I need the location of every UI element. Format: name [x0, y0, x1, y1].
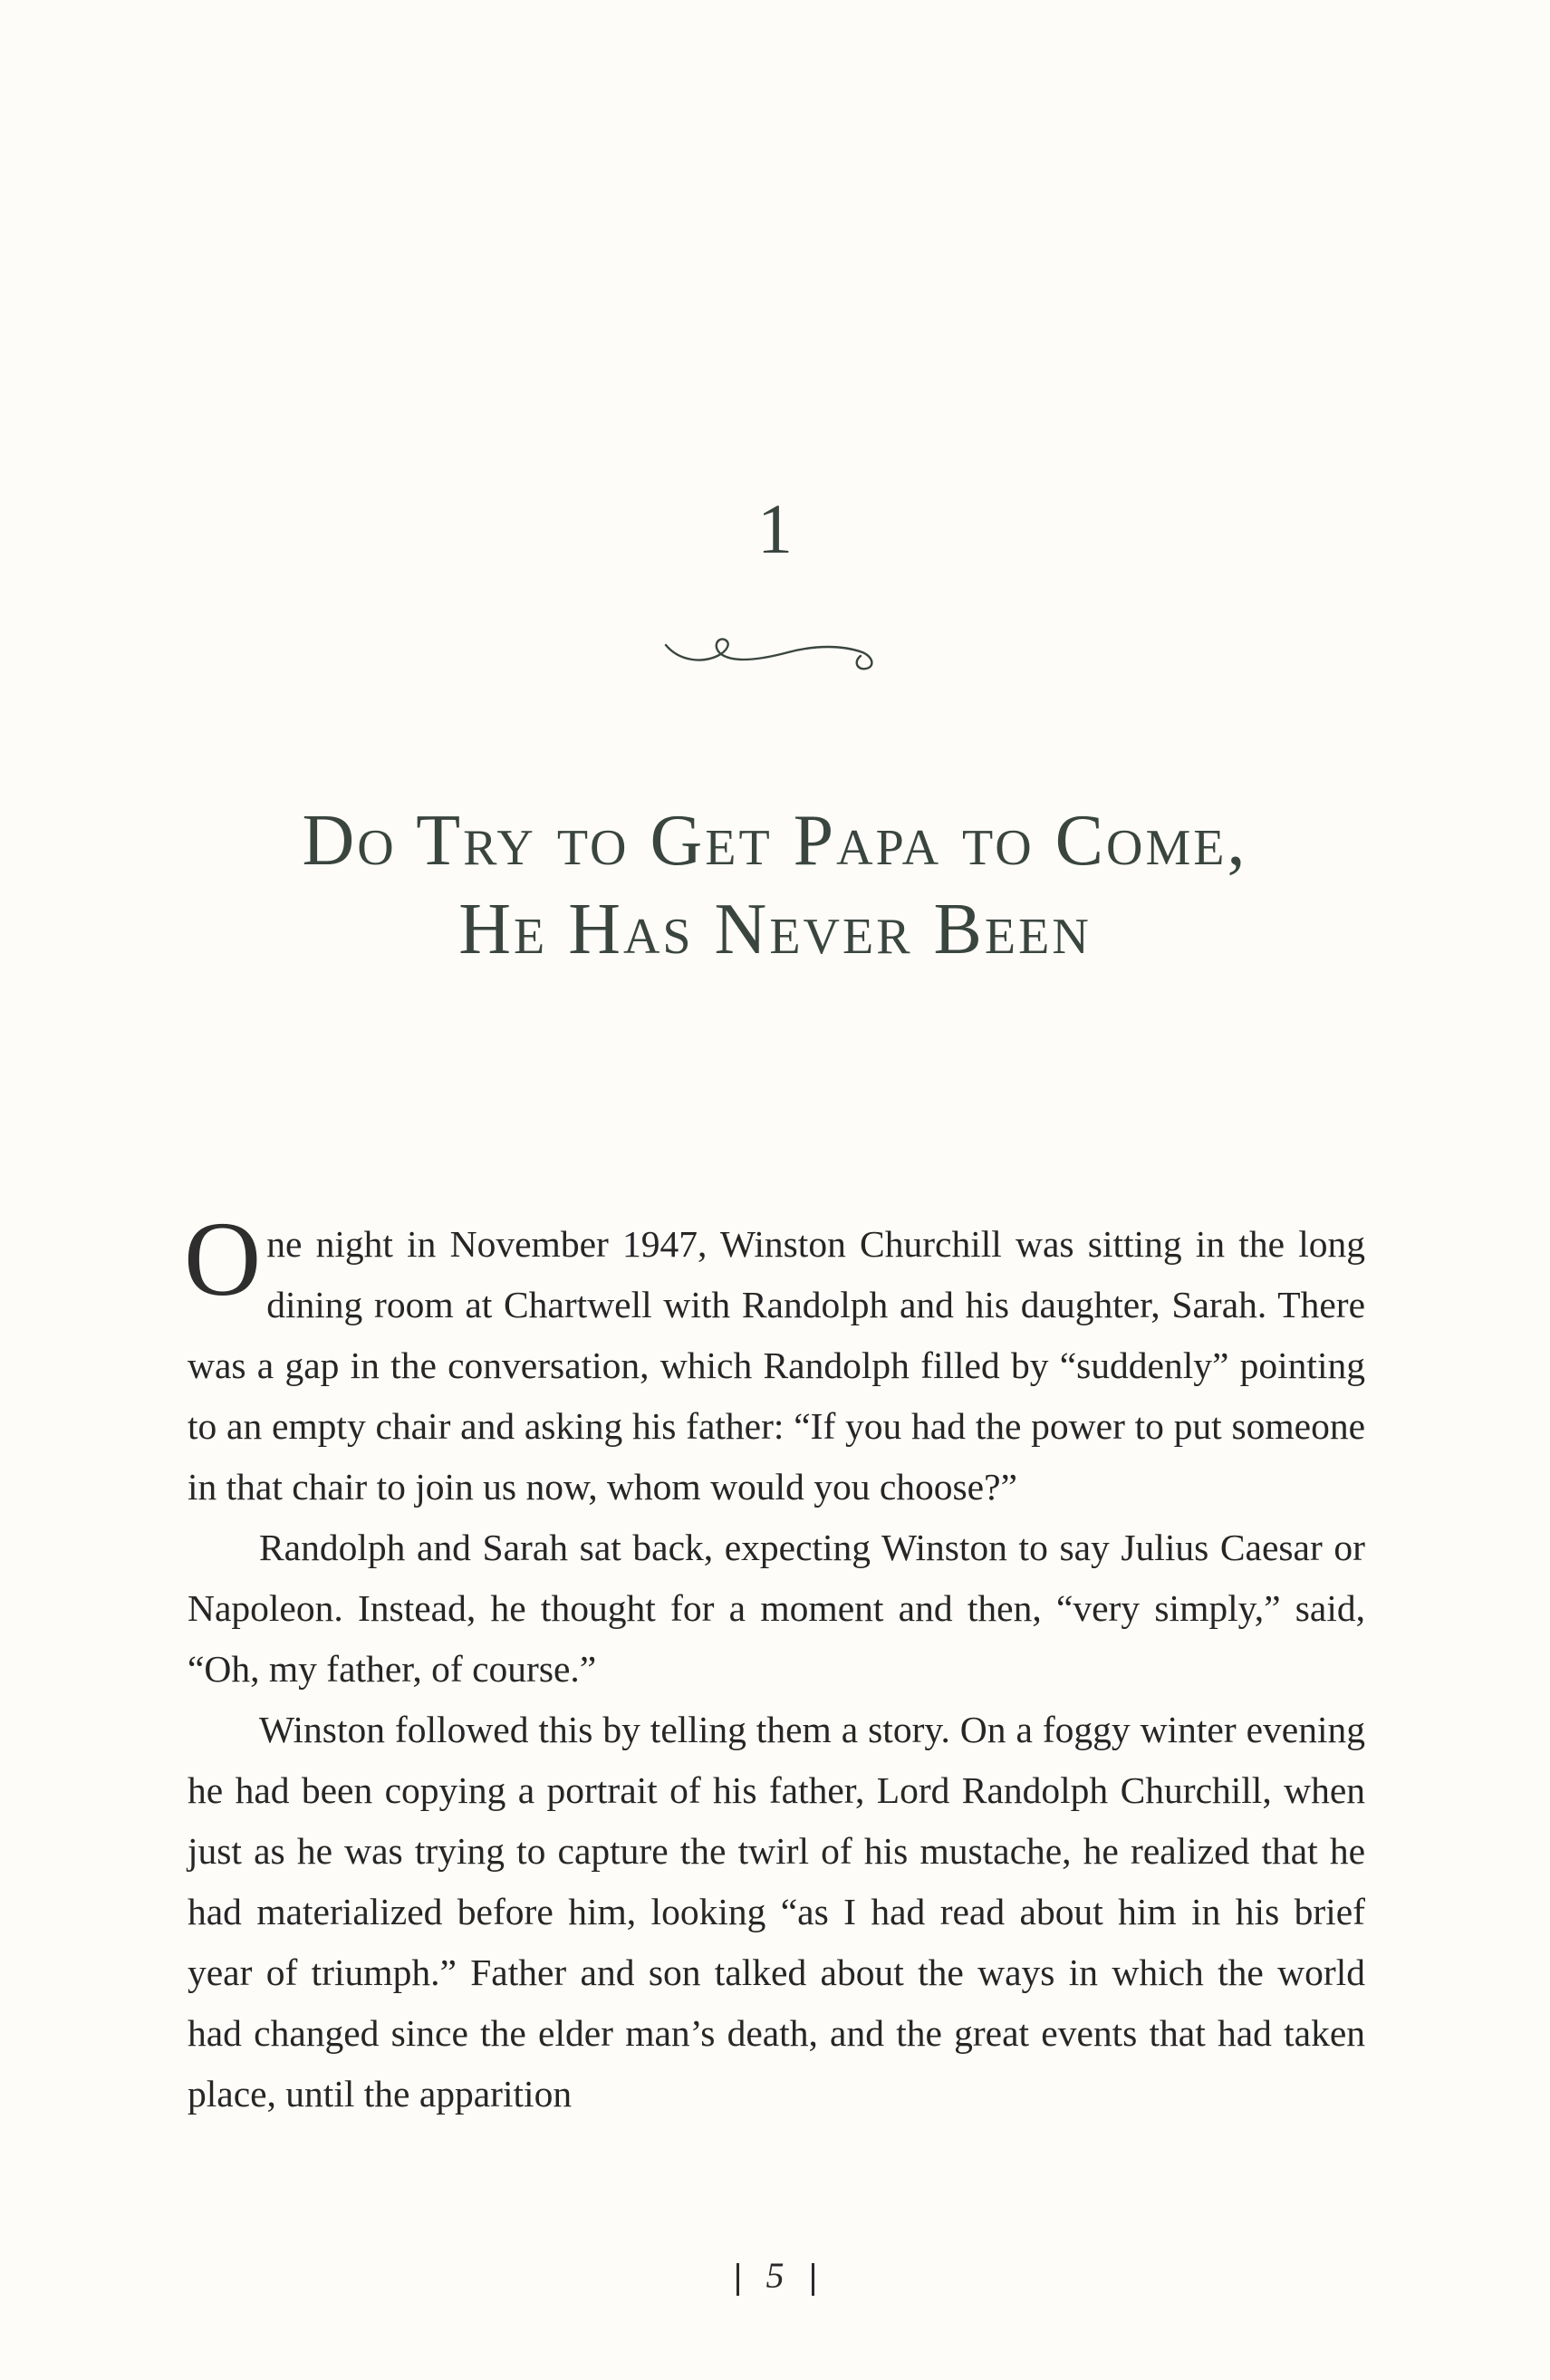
page-folio	[0, 2254, 1550, 2297]
paragraph-1-text: ne night in November 1947, Winston Churchill was sitting in the long dining room at Chartwell with Randolph and his daughter, Sarah. There was a gap in the conversation, which Randolph filled by “suddenly” pointing to an empty chair and asking his father: “If you had the power to put someone in that chair to join us now, whom would you choose?”	[188, 1223, 1365, 1508]
chapter-title-line-2: He Has Never Been	[458, 889, 1092, 969]
chapter-number: 1	[757, 489, 793, 568]
scroll-flourish-icon	[661, 625, 888, 679]
paragraph-2: Randolph and Sarah sat back, expecting Winston to say Julius Caesar or Napoleon. Instead, he thought for a moment and then, “very simply,” said, “Oh, my father, of course.”	[188, 1527, 1365, 1690]
chapter-title	[0, 797, 1550, 974]
folio-right-rule	[812, 2263, 814, 2296]
paragraph-3: Winston followed this by telling them a story. On a foggy winter evening he had been copying a portrait of his father, Lord Randolph Churchill, when just as he was trying to capture the twirl of his mustache, he realized that he had materialized before him, looking “as I had read about him in his brief year of triumph.” Father and son talked about the ways in which the world had changed since the elder man’s death, and the great events that had taken place, until the apparition	[188, 1709, 1365, 2115]
chapter-title-line-1: Do Try to Get Papa to Come,	[302, 801, 1248, 881]
page-number: 5	[765, 2255, 785, 2296]
chapter-body	[184, 1200, 1365, 2125]
paragraph-1	[184, 1200, 1365, 1518]
folio-left-rule	[736, 2263, 739, 2296]
drop-cap: O	[184, 1200, 262, 1318]
